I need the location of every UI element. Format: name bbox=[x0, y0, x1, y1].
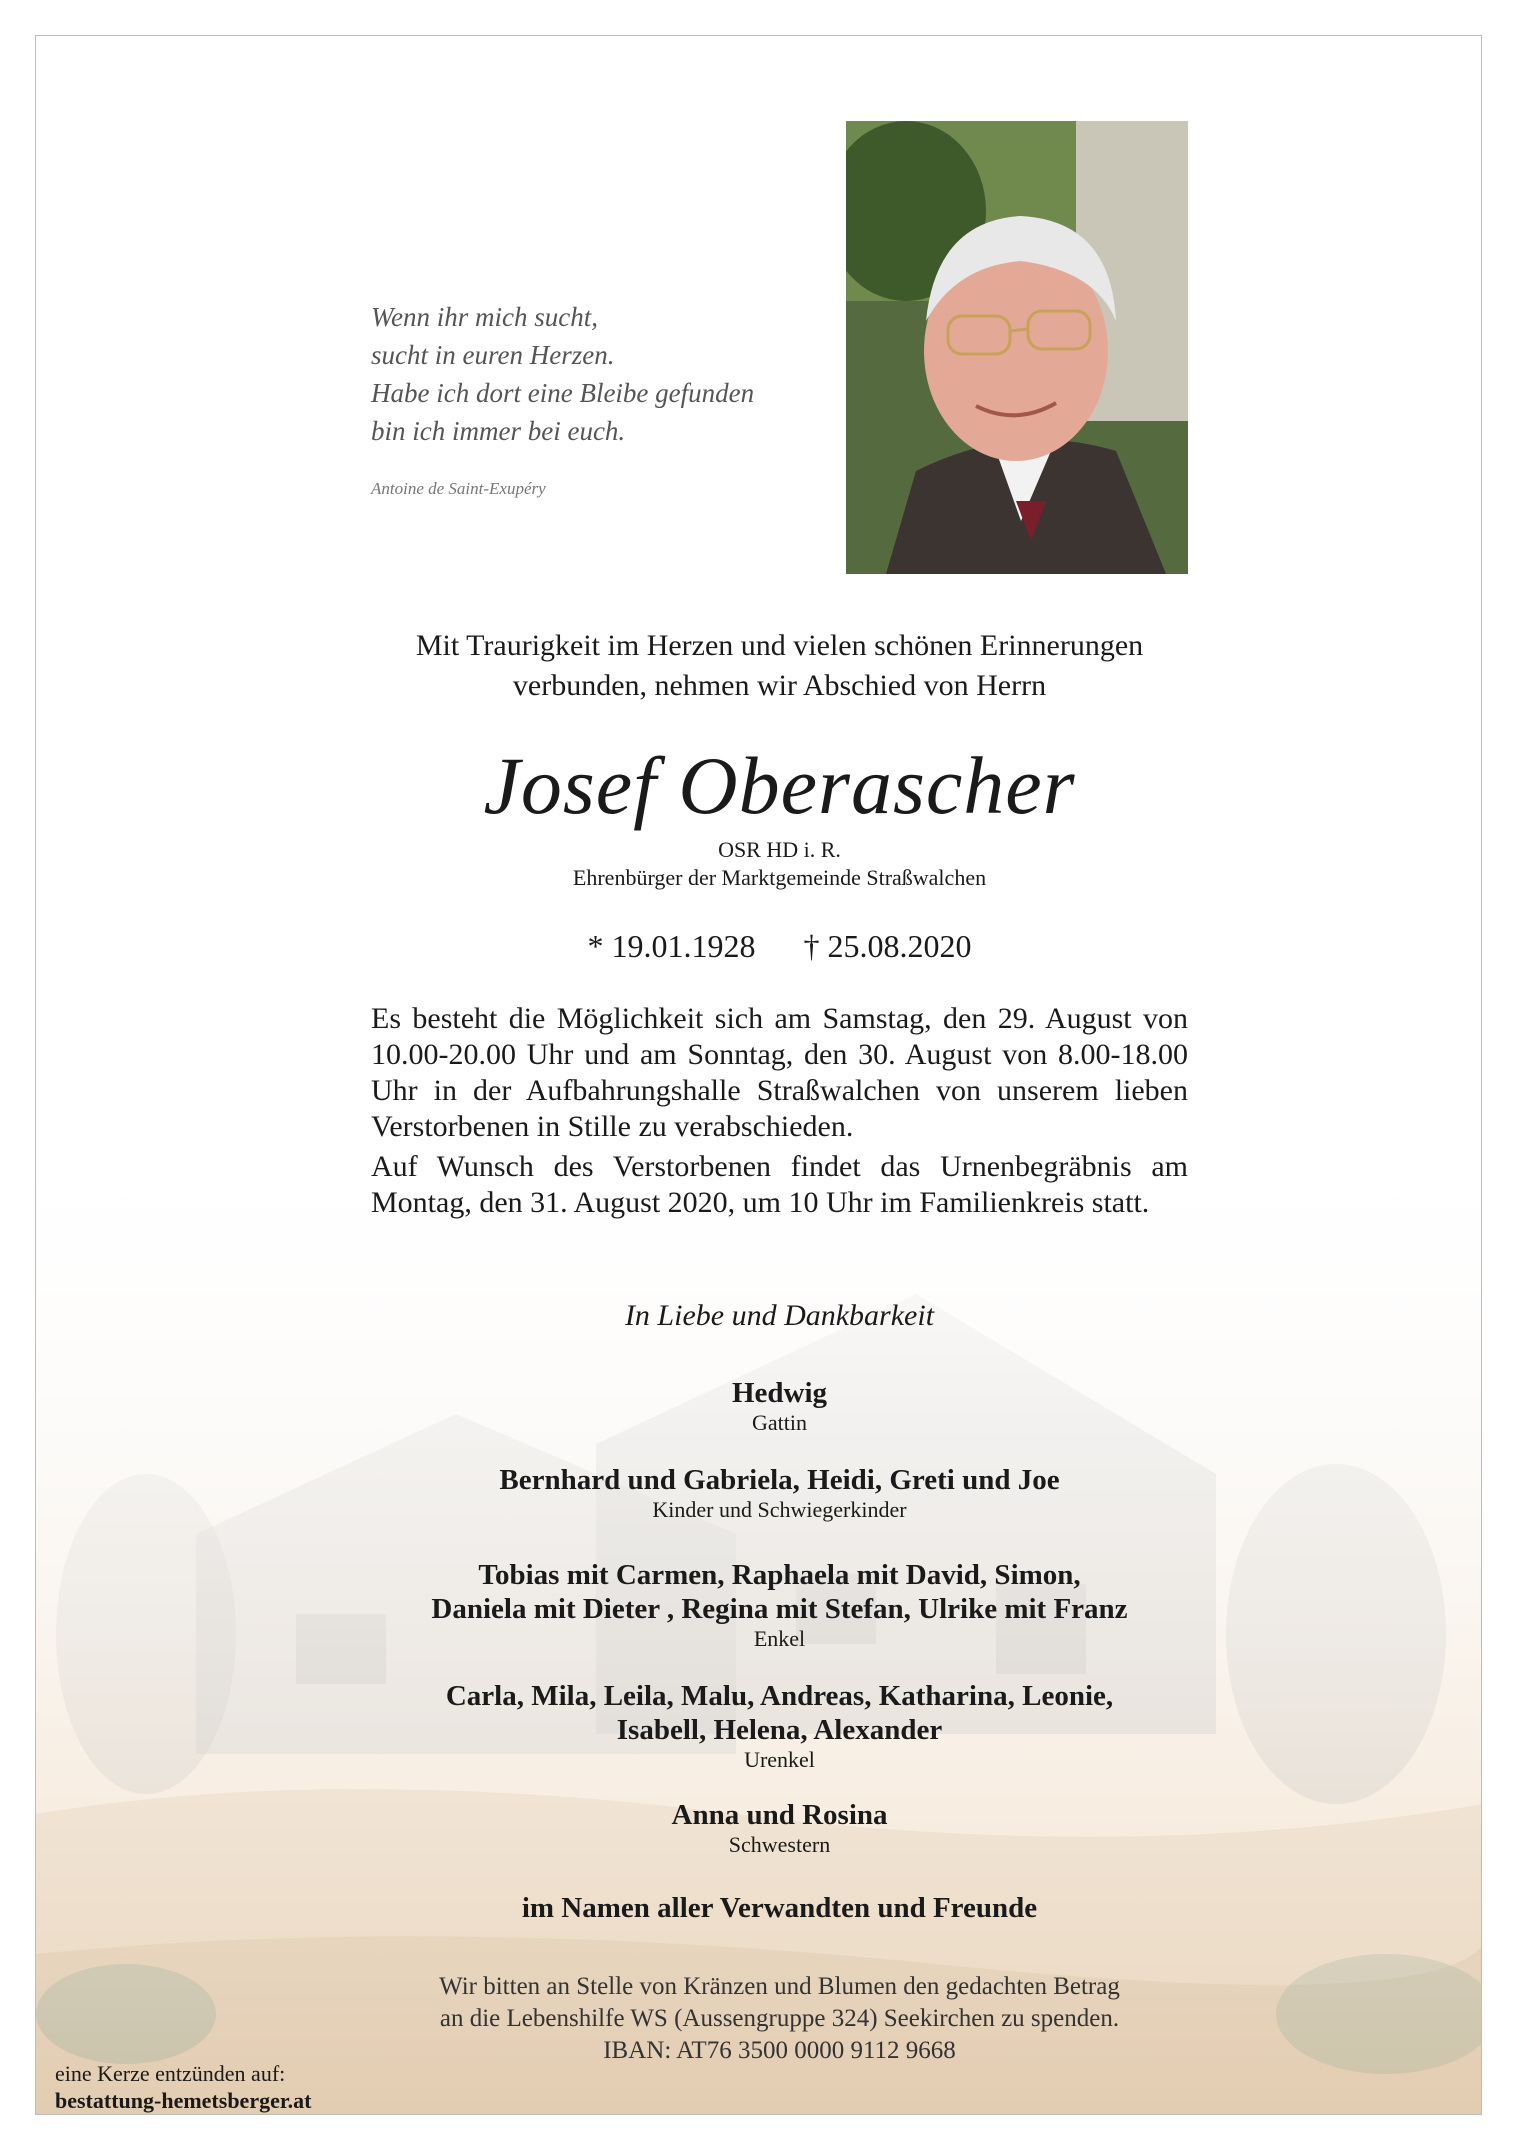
family-names: Anna und Rosina bbox=[671, 1799, 888, 1831]
family-names: Bernhard und Gabriela, Heidi, Greti und Joe bbox=[499, 1464, 1060, 1496]
family-role: Kinder und Schwiegerkinder bbox=[652, 1497, 907, 1522]
family-group bbox=[371, 1679, 1188, 1773]
quote-line: Wenn ihr mich sucht, bbox=[371, 302, 598, 332]
burial-paragraph: Auf Wunsch des Verstorbenen findet das Urnenbegräbnis am Montag, den 31. August 2020, um 10 Uhr im Familienkreis statt. bbox=[371, 1150, 1188, 1219]
quote-author: Antoine de Saint-Exupéry bbox=[371, 479, 546, 498]
quote-line: bin ich immer bei euch. bbox=[371, 416, 626, 446]
family-group bbox=[371, 1558, 1188, 1652]
candle-label: eine Kerze entzünden auf: bbox=[55, 2061, 286, 2086]
viewing-paragraph: Es besteht die Möglichkeit sich am Samstag, den 29. August von 10.00-20.00 Uhr und am Sonntag, den 30. August von 8.00-18.00 Uhr in der Aufbahrungshalle Straßwalchen von unserem lieben Verstorbenen in Stille zu verabschieden. bbox=[371, 1002, 1188, 1143]
family-names: Hedwig bbox=[731, 1377, 828, 1409]
intro-line: verbunden, nehmen wir Abschied von Herrn bbox=[512, 669, 1047, 702]
family-role: Gattin bbox=[752, 1410, 807, 1435]
deceased-name: Josef Oberascher bbox=[483, 740, 1076, 831]
family-group bbox=[371, 1376, 1188, 1436]
quote-line: Habe ich dort eine Bleibe gefunden bbox=[371, 378, 755, 408]
donation-line: Wir bitten an Stelle von Kränzen und Blumen den gedachten Betrag bbox=[439, 1973, 1120, 2000]
family-group bbox=[371, 1798, 1188, 1858]
donation-line: an die Lebenshilfe WS (Aussengruppe 324) Seekirchen zu spenden. bbox=[439, 2005, 1120, 2032]
family-group bbox=[371, 1463, 1188, 1523]
deceased-title: OSR HD i. R. bbox=[718, 837, 841, 862]
family-names: Tobias mit Carmen, Raphaela mit David, Simon, bbox=[478, 1559, 1081, 1591]
death-date: † 25.08.2020 bbox=[803, 928, 972, 964]
website-link[interactable]: bestattung-hemetsberger.at bbox=[55, 2088, 312, 2113]
birth-date: * 19.01.1928 bbox=[587, 928, 756, 964]
signoff: In Liebe und Dankbarkeit bbox=[624, 1299, 935, 1332]
epigraph-quote bbox=[371, 298, 791, 508]
donation-request bbox=[371, 1971, 1188, 2067]
family-role: Urenkel bbox=[744, 1747, 815, 1772]
intro-text bbox=[371, 626, 1188, 706]
portrait-photo bbox=[846, 121, 1188, 574]
family-names: Carla, Mila, Leila, Malu, Andreas, Katharina, Leonie, bbox=[445, 1680, 1114, 1712]
deceased-honor: Ehrenbürger der Marktgemeinde Straßwalchen bbox=[572, 865, 987, 890]
intro-line: Mit Traurigkeit im Herzen und vielen schönen Erinnerungen bbox=[415, 629, 1144, 662]
family-names: Daniela mit Dieter , Regina mit Stefan, Ulrike mit Franz bbox=[431, 1593, 1128, 1625]
closing-line bbox=[371, 1891, 1188, 1925]
obituary-card bbox=[35, 35, 1482, 2115]
quote-line: sucht in euren Herzen. bbox=[371, 340, 615, 370]
family-names: Isabell, Helena, Alexander bbox=[616, 1714, 943, 1746]
life-dates bbox=[371, 926, 1188, 966]
family-role: Schwestern bbox=[728, 1832, 831, 1857]
footer bbox=[55, 2060, 311, 2114]
closing-text: im Namen aller Verwandten und Freunde bbox=[521, 1892, 1038, 1924]
family-role: Enkel bbox=[753, 1626, 806, 1651]
iban: IBAN: AT76 3500 0000 9112 9668 bbox=[603, 2037, 956, 2064]
